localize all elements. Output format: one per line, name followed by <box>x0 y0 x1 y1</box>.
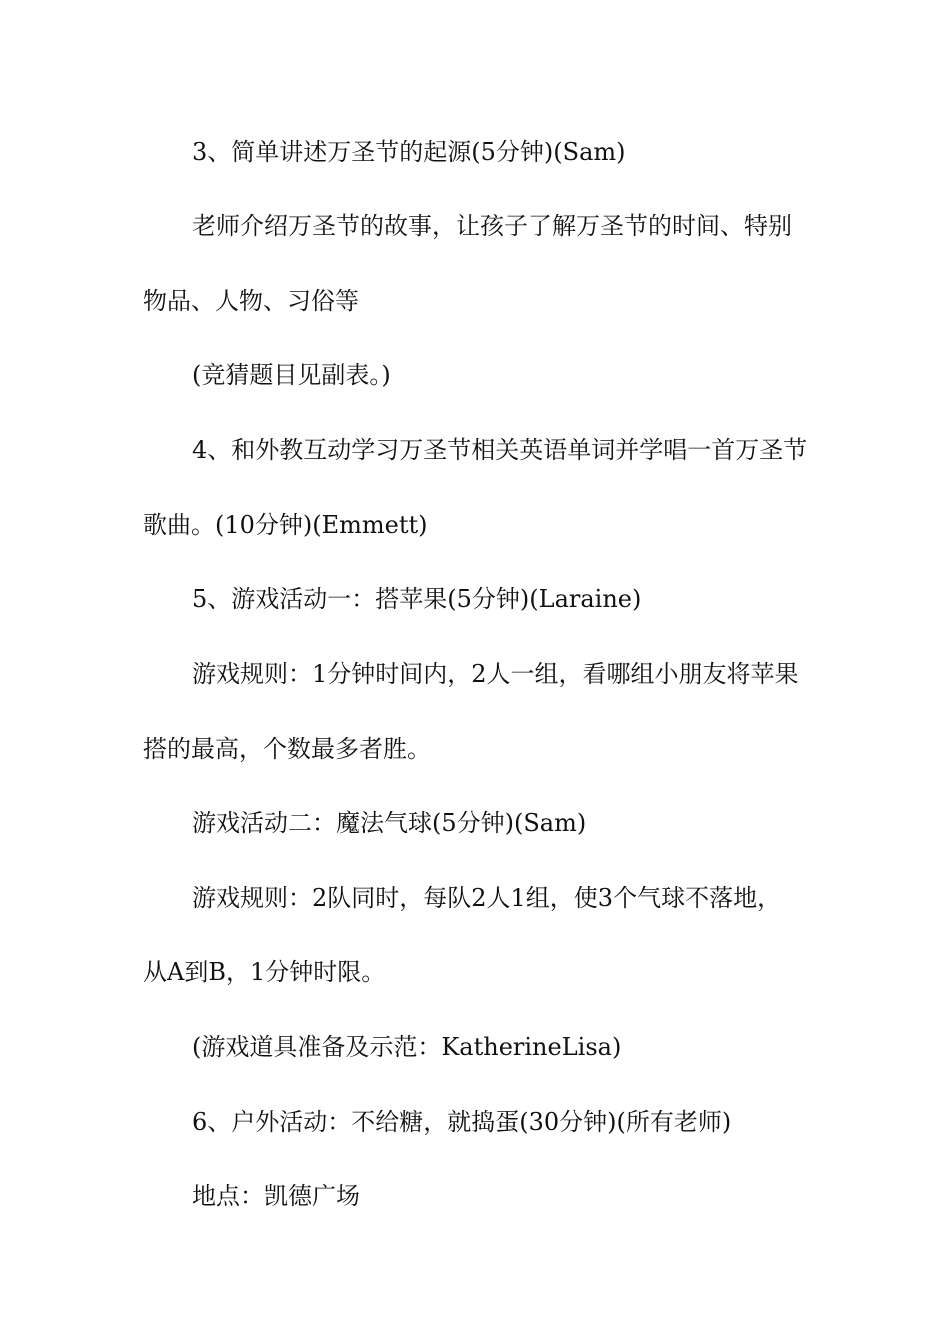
paragraph-line: 游戏规则：2队同时，每队2人1组，使3个气球不落地， <box>192 884 782 912</box>
paragraph-line: 地点：凯德广场 <box>192 1182 360 1210</box>
section-5-heading: 5、游戏活动一：搭苹果(5分钟)(Laraine) <box>192 585 642 613</box>
section-6-heading: 6、户外活动：不给糖，就捣蛋(30分钟)(所有老师) <box>192 1108 732 1136</box>
paragraph-line: 游戏规则：1分钟时间内，2人一组，看哪组小朋友将苹果 <box>192 660 799 688</box>
paragraph-line: 从A到B，1分钟时限。 <box>143 958 386 986</box>
section-4-heading: 4、和外教互动学习万圣节相关英语单词并学唱一首万圣节 <box>192 436 808 464</box>
paragraph-line: (游戏道具准备及示范：KatherineLisa) <box>192 1033 622 1061</box>
paragraph-line: 歌曲。(10分钟)(Emmett) <box>143 511 428 539</box>
game-2-heading: 游戏活动二：魔法气球(5分钟)(Sam) <box>192 809 587 837</box>
paragraph-line: (竞猜题目见副表。) <box>192 361 391 389</box>
section-3-heading: 3、简单讲述万圣节的起源(5分钟)(Sam) <box>192 138 626 166</box>
paragraph-line: 物品、人物、习俗等 <box>143 287 359 315</box>
paragraph-line: 老师介绍万圣节的故事，让孩子了解万圣节的时间、特别 <box>192 212 792 240</box>
paragraph-line: 搭的最高，个数最多者胜。 <box>143 735 431 763</box>
